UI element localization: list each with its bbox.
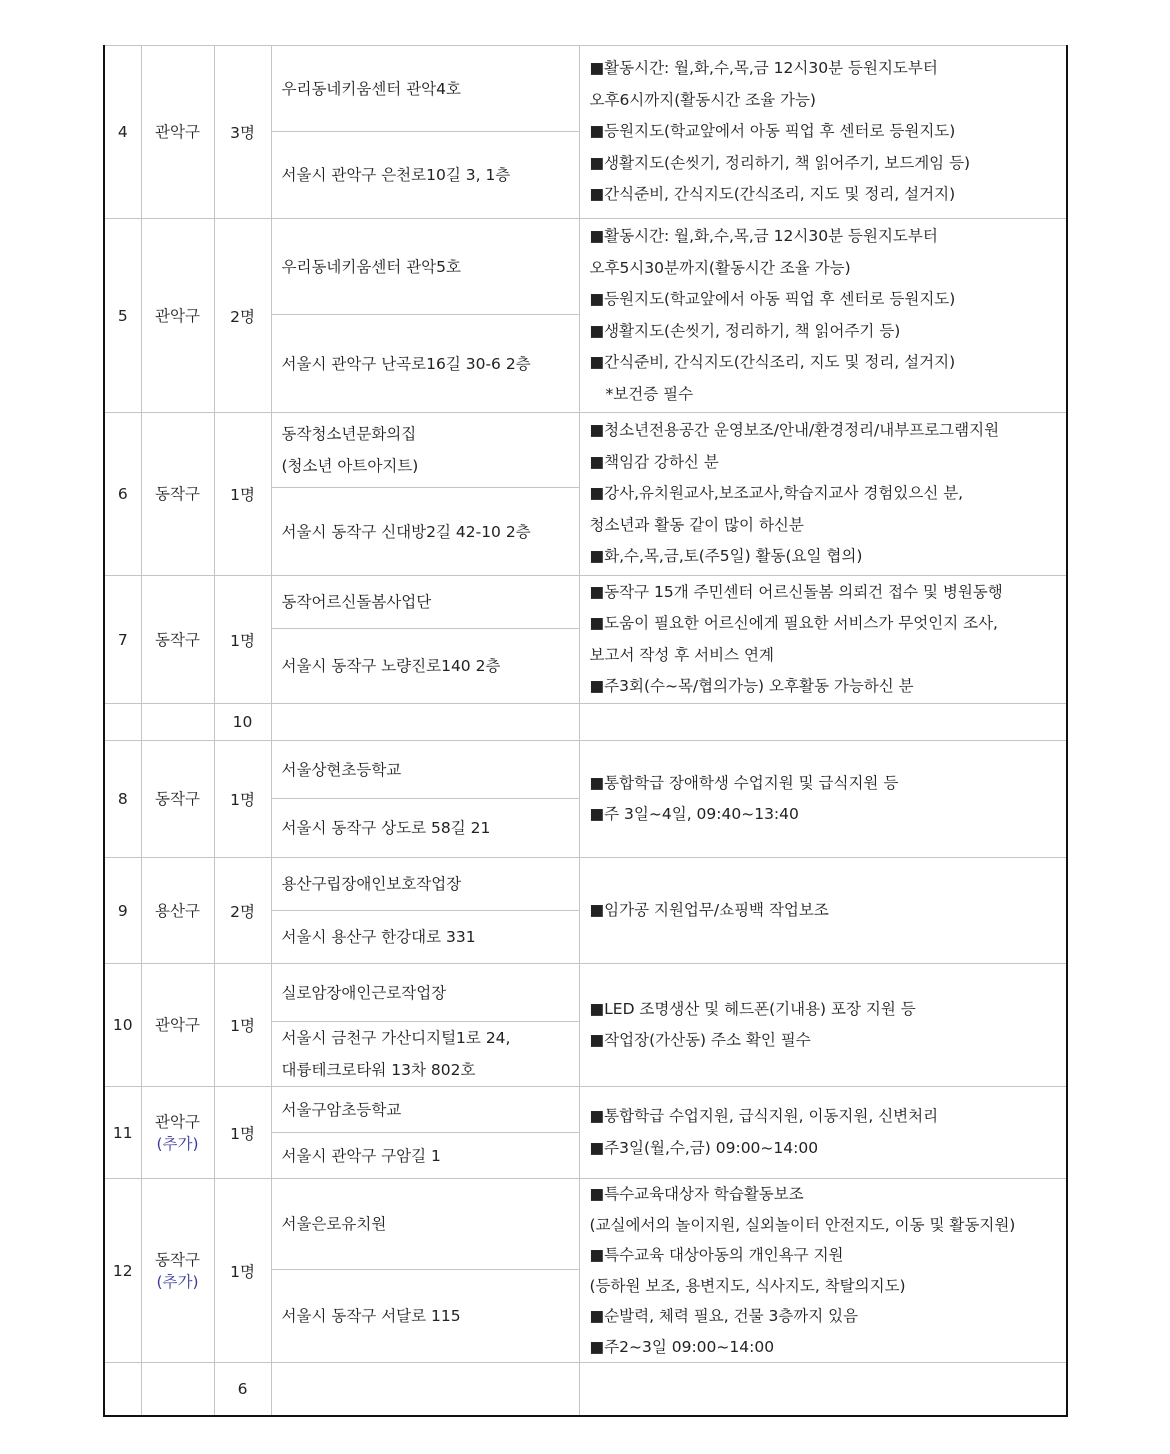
table-row	[104, 1179, 1067, 1270]
row-number: 4	[104, 46, 141, 219]
duty-line: ■동작구 15개 주민센터 어르신돌봄 의뢰건 접수 및 병원동행	[589, 582, 1003, 601]
duty-line: ■작업장(가산동) 주소 확인 필수	[589, 1031, 811, 1049]
address	[271, 1270, 579, 1363]
headcount: 1명	[214, 741, 271, 858]
headcount: 2명	[214, 219, 271, 413]
duty-description	[579, 1179, 1067, 1363]
headcount: 3명	[214, 46, 271, 219]
added-note: (추가)	[156, 1134, 199, 1153]
empty-cell	[104, 704, 141, 741]
address	[271, 315, 579, 413]
duty-description	[579, 964, 1067, 1087]
duty-line: ■활동시간: 월,화,수,목,금 12시30분 등원지도부터	[589, 59, 938, 78]
duty-line: ■활동시간: 월,화,수,목,금 12시30분 등원지도부터	[589, 227, 938, 245]
place-name	[271, 1087, 579, 1133]
row-number: 11	[104, 1087, 141, 1179]
duty-line: ■강사,유치원교사,보조교사,학습지교사 경험있으신 분,	[589, 484, 964, 503]
duty-line: (교실에서의 놀이지원, 실외놀이터 안전지도, 이동 및 활동지원)	[589, 1215, 1016, 1234]
place-line: 실로암장애인근로작업장	[281, 983, 447, 1002]
address	[271, 911, 579, 964]
duty-description	[579, 46, 1067, 219]
duty-line: ■생활지도(손씻기, 정리하기, 책 읽어주기 등)	[589, 321, 901, 340]
address-line: 서울시 금천구 가산디지털1로 24,	[281, 1029, 511, 1047]
duty-description	[579, 413, 1067, 576]
place-name	[271, 219, 579, 315]
place-line: 서울은로유치원	[281, 1215, 387, 1234]
added-note: (추가)	[156, 1272, 199, 1291]
empty-cell	[579, 704, 1067, 741]
address	[271, 1022, 579, 1087]
place-line: 용산구립장애인보호작업장	[281, 875, 462, 893]
headcount: 1명	[214, 576, 271, 704]
address-line: 서울시 관악구 구암길 1	[281, 1146, 441, 1165]
duty-line: ■특수교육 대상아동의 개인욕구 지원	[589, 1246, 844, 1264]
subtotal-count: 6	[214, 1363, 271, 1416]
district: 용산구	[141, 858, 214, 964]
place-line: (청소년 아트아지트)	[281, 457, 419, 475]
table-row	[104, 741, 1067, 799]
duty-line: ■도움이 필요한 어르신에게 필요한 서비스가 무엇인지 조사,	[589, 614, 998, 632]
district: 관악구	[141, 46, 214, 219]
address	[271, 629, 579, 704]
row-number: 9	[104, 858, 141, 964]
row-number: 8	[104, 741, 141, 858]
duty-line: ■간식준비, 간식지도(간식조리, 지도 및 정리, 설거지)	[589, 185, 956, 204]
district: 관악구 (추가)	[141, 1087, 214, 1179]
row-number: 5	[104, 219, 141, 413]
duty-description	[579, 1087, 1067, 1179]
table-row	[104, 858, 1067, 911]
headcount: 1명	[214, 1179, 271, 1363]
subtotal-count: 10	[214, 704, 271, 741]
duty-line: ■간식준비, 간식지도(간식조리, 지도 및 정리, 설거지)	[589, 353, 956, 371]
duty-line: ■LED 조명생산 및 헤드폰(기내용) 포장 지원 등	[589, 999, 916, 1018]
district: 동작구	[141, 413, 214, 576]
table-row	[104, 219, 1067, 315]
duty-line: ■통합학급 수업지원, 급식지원, 이동지원, 신변처리	[589, 1107, 939, 1125]
duty-description	[579, 219, 1067, 413]
address-line: 서울시 관악구 난곡로16길 30-6 2층	[281, 354, 531, 373]
volunteer-placement-table	[103, 45, 1068, 1417]
table-row	[104, 576, 1067, 629]
duty-line: 보고서 작성 후 서비스 연계	[589, 645, 774, 664]
duty-line: 청소년과 활동 같이 많이 하신분	[589, 515, 804, 534]
address-line: 대륭테크로타워 13차 802호	[281, 1061, 476, 1079]
duty-line: 오후6시까지(활동시간 조율 가능)	[589, 90, 816, 109]
duty-line: ■책임감 강하신 분	[589, 452, 719, 471]
place-line: 우리동네키움센터 관악4호	[281, 79, 461, 98]
place-line: 서울구암초등학교	[281, 1100, 402, 1119]
duty-description	[579, 741, 1067, 858]
place-name	[271, 46, 579, 132]
address-line: 서울시 동작구 신대방2길 42-10 2층	[281, 522, 531, 541]
duty-line: ■등원지도(학교앞에서 아동 픽업 후 센터로 등원지도)	[589, 122, 956, 141]
headcount: 1명	[214, 964, 271, 1087]
district: 동작구	[141, 741, 214, 858]
duty-line: ■통합학급 장애학생 수업지원 및 급식지원 등	[589, 773, 899, 792]
empty-cell	[271, 704, 579, 741]
duty-line: ■생활지도(손씻기, 정리하기, 책 읽어주기, 보드게임 등)	[589, 153, 971, 172]
row-number: 10	[104, 964, 141, 1087]
table-row	[104, 1087, 1067, 1133]
subtotal-row	[104, 704, 1067, 741]
place-name	[271, 964, 579, 1022]
row-number: 7	[104, 576, 141, 704]
duty-line: 오후5시30분까지(활동시간 조율 가능)	[589, 258, 851, 277]
duty-line: *보건증 필수	[605, 384, 694, 403]
row-number: 12	[104, 1179, 141, 1363]
address	[271, 488, 579, 576]
address	[271, 799, 579, 858]
empty-cell	[579, 1363, 1067, 1416]
duty-line: ■화,수,목,금,토(주5일) 활동(요일 협의)	[589, 547, 863, 566]
duty-line: ■주 3일~4일, 09:40~13:40	[589, 805, 799, 823]
table-row	[104, 413, 1067, 488]
place-name	[271, 413, 579, 488]
table-row	[104, 964, 1067, 1022]
duty-description	[579, 858, 1067, 964]
duty-line: ■주3일(월,수,금) 09:00~14:00	[589, 1138, 819, 1157]
address	[271, 132, 579, 219]
district: 동작구 (추가)	[141, 1179, 214, 1363]
duty-line: ■주3회(수~목/협의가능) 오후활동 가능하신 분	[589, 677, 914, 695]
duty-line: ■주2~3일 09:00~14:00	[589, 1337, 775, 1356]
address-line: 서울시 동작구 상도로 58길 21	[281, 819, 491, 837]
place-name	[271, 1179, 579, 1270]
address-line: 서울시 용산구 한강대로 331	[281, 928, 476, 946]
duty-line: ■특수교육대상자 학습활동보조	[589, 1185, 804, 1203]
duty-line: (등하원 보조, 용변지도, 식사지도, 착탈의지도)	[589, 1276, 906, 1295]
district: 관악구	[141, 964, 214, 1087]
duty-line: ■순발력, 체력 필요, 건물 3층까지 있음	[589, 1307, 859, 1325]
headcount: 1명	[214, 413, 271, 576]
place-line: 동작청소년문화의집	[281, 425, 417, 443]
district: 동작구	[141, 576, 214, 704]
place-name	[271, 741, 579, 799]
headcount: 1명	[214, 1087, 271, 1179]
empty-cell	[271, 1363, 579, 1416]
empty-cell	[104, 1363, 141, 1416]
duty-line: ■등원지도(학교앞에서 아동 픽업 후 센터로 등원지도)	[589, 290, 956, 308]
district: 관악구	[141, 219, 214, 413]
place-name	[271, 858, 579, 911]
subtotal-row	[104, 1363, 1067, 1416]
duty-line: ■청소년전용공간 운영보조/안내/환경정리/내부프로그램지원	[589, 421, 1000, 440]
address-line: 서울시 관악구 은천로10길 3, 1층	[281, 166, 511, 184]
place-line: 우리동네키움센터 관악5호	[281, 257, 461, 276]
address-line: 서울시 동작구 서달로 115	[281, 1307, 461, 1326]
place-line: 서울상현초등학교	[281, 760, 402, 779]
address-line: 서울시 동작구 노량진로140 2층	[281, 657, 501, 675]
place-name	[271, 576, 579, 629]
duty-line: ■임가공 지원업무/쇼핑백 작업보조	[589, 900, 829, 919]
table-row	[104, 46, 1067, 132]
row-number: 6	[104, 413, 141, 576]
duty-description	[579, 576, 1067, 704]
empty-cell	[141, 704, 214, 741]
address	[271, 1133, 579, 1179]
empty-cell	[141, 1363, 214, 1416]
headcount: 2명	[214, 858, 271, 964]
place-line: 동작어르신돌봄사업단	[281, 593, 432, 611]
